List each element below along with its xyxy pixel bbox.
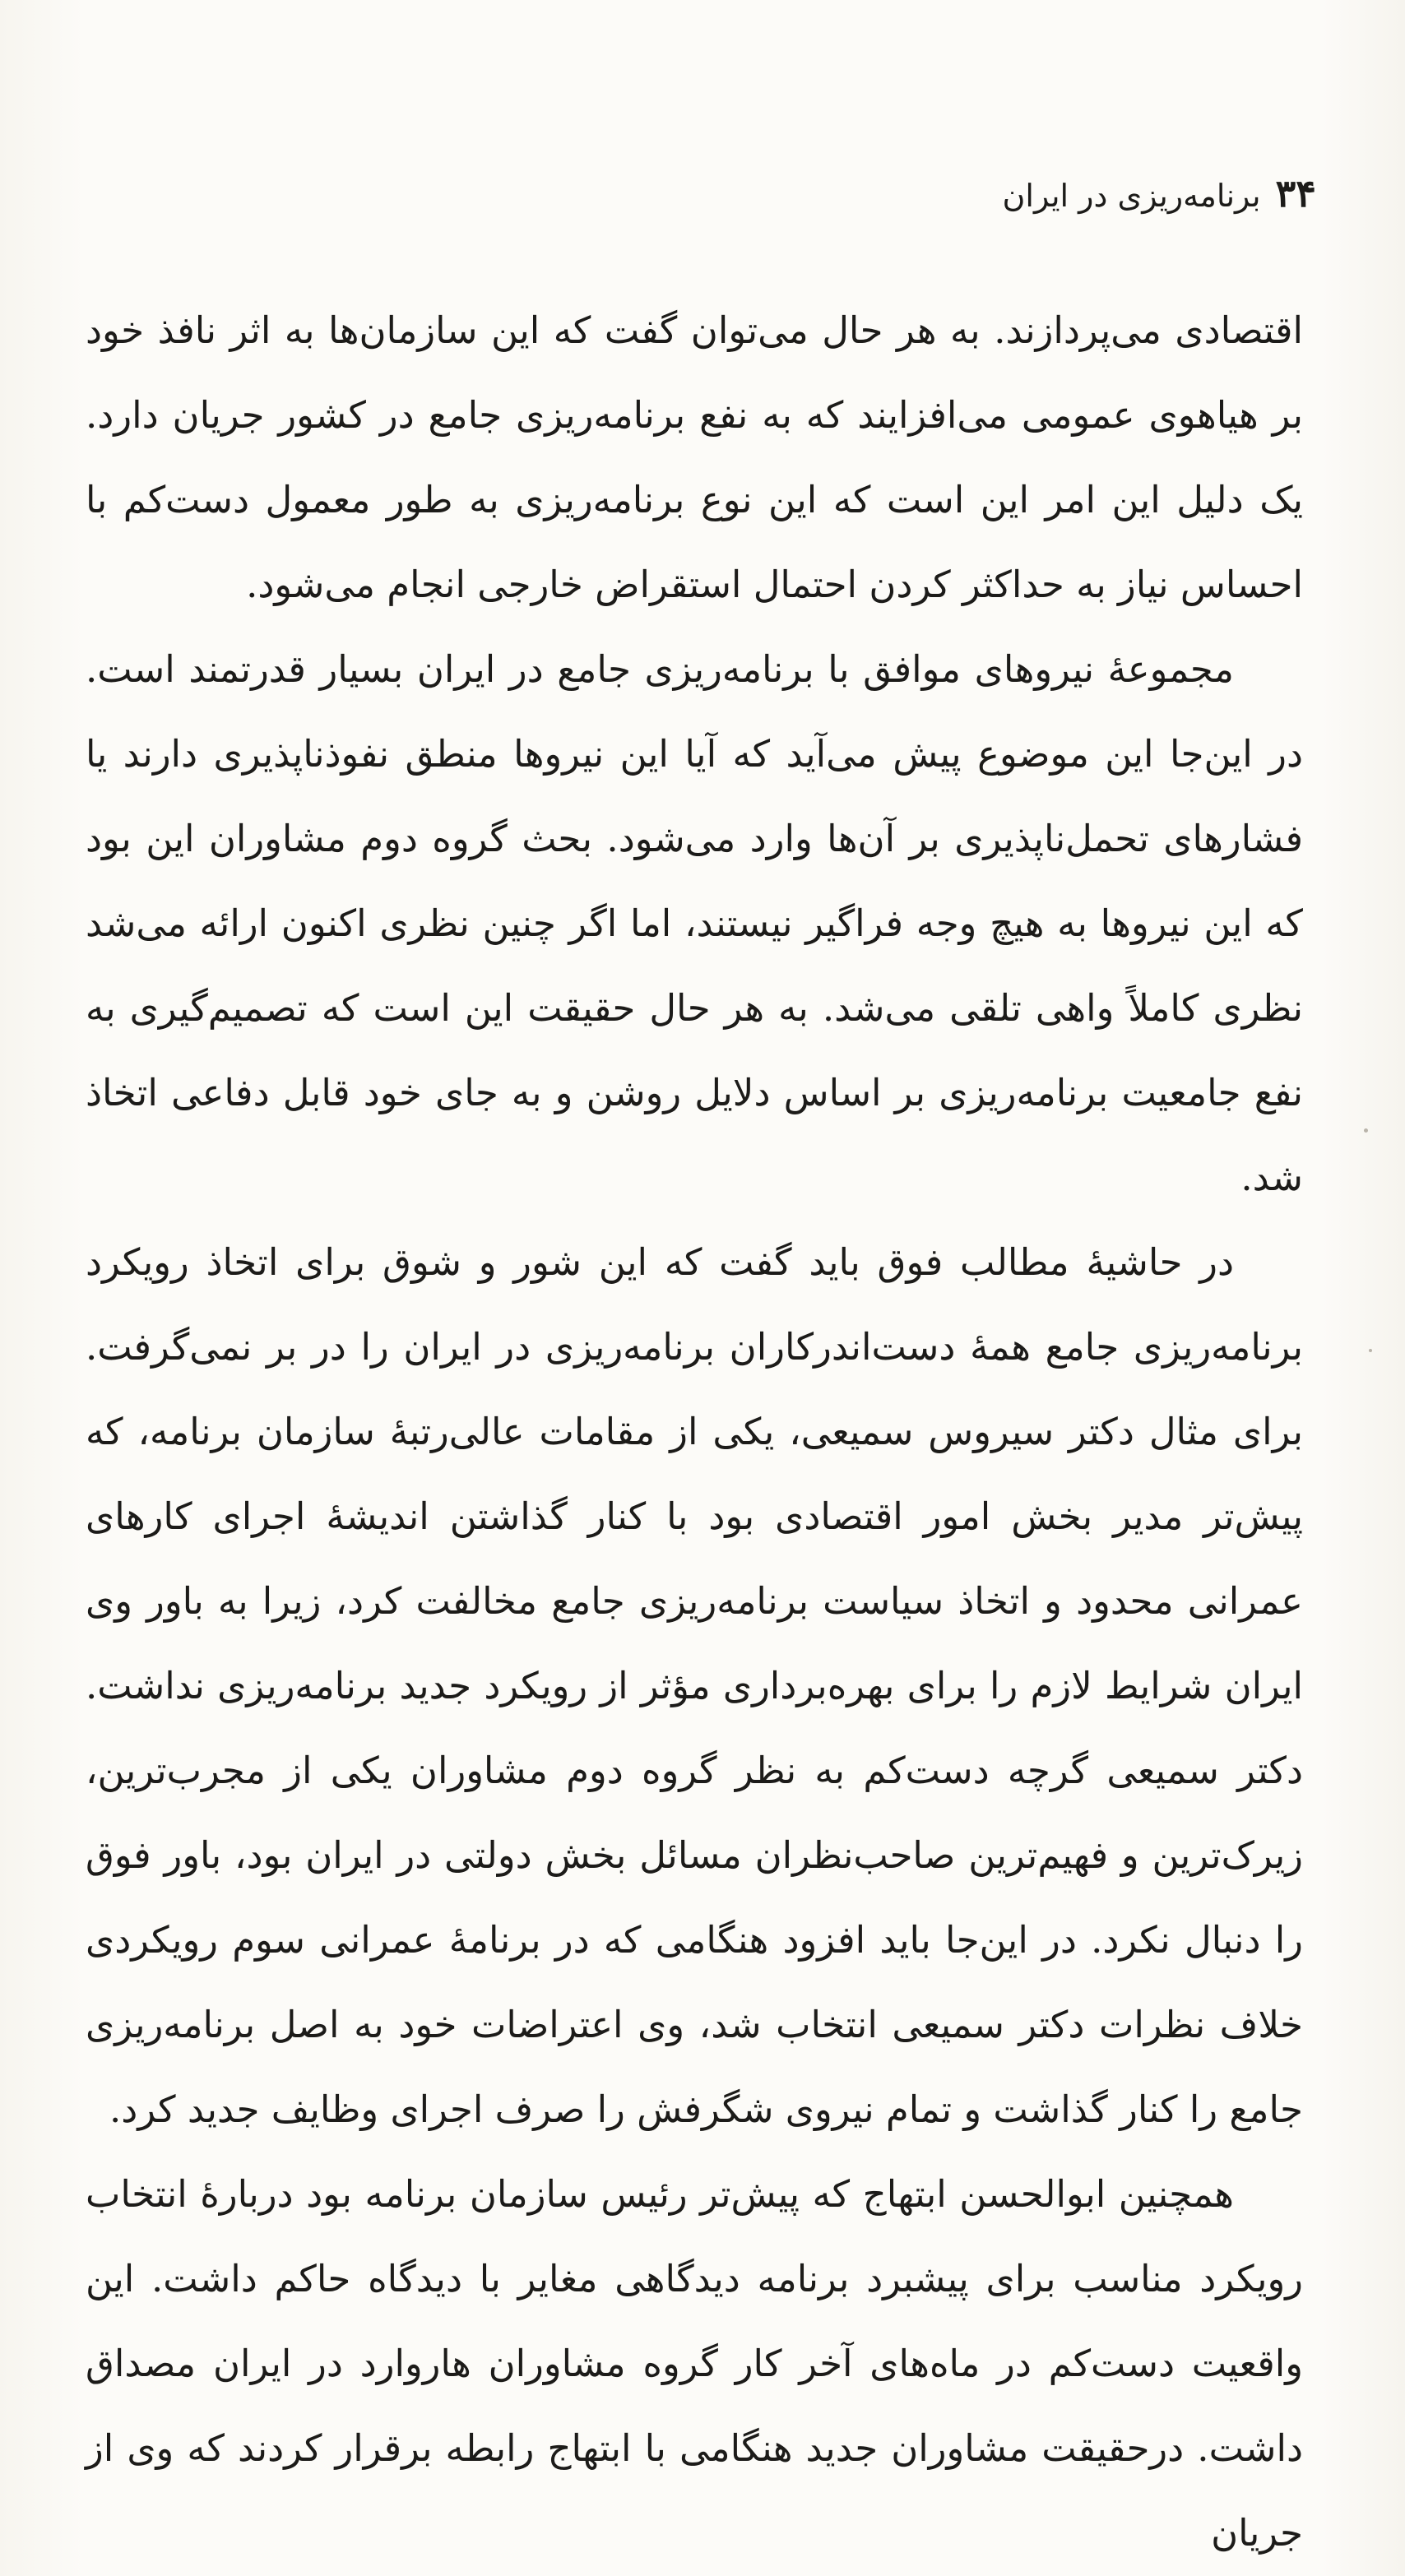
paragraph-1: اقتصادی می‌پردازند. به هر حال می‌توان گفت که این سازمان‌ها به اثر نافذ خود بر هیاهوی عمومی می‌افزایند که به نفع برنامه‌ریزی جامع در کشور جریان دارد. یک دلیل این امر این است که این نوع برنامه‌ریزی به طور معمول دست‌کم با احساس نیاز به حداکثر کردن احتمال استقراض خارجی انجام می‌شود. xyxy=(86,308,1303,606)
paragraph-3: در حاشیهٔ مطالب فوق باید گفت که این شور و شوق برای اتخاذ رویکرد برنامه‌ریزی جامع همهٔ دست‌اندرکاران برنامه‌ریزی در ایران را در بر نمی‌گرفت. برای مثال دکتر سیروس سمیعی، یکی از مقامات عالی‌رتبهٔ سازمان برنامه، که پیش‌تر مدیر بخش امور اقتصادی بود با کنار گذاشتن اندیشهٔ اجرای کارهای عمرانی محدود و اتخاذ سیاست برنامه‌ریزی جامع مخالفت کرد، زیرا به باور وی ایران شرایط لازم را برای بهره‌برداری مؤثر از رویکرد جدید برنامه‌ریزی نداشت. دکتر سمیعی گرچه دست‌کم به نظر گروه دوم مشاوران یکی از مجرب‌ترین، زیرک‌ترین و فهیم‌ترین صاحب‌نظران مسائل بخش دولتی در ایران بود، باور فوق را دنبال نکرد. در این‌جا باید افزود هنگامی که در برنامهٔ عمرانی سوم رویکردی خلاف نظرات دکتر سمیعی انتخاب شد، وی اعتراضات خود به اصل برنامه‌ریزی جامع را کنار گذاشت و تمام نیروی شگرفش را صرف اجرای وظایف جدید کرد. xyxy=(86,1240,1303,2131)
running-title: برنامه‌ریزی در ایران xyxy=(1002,178,1261,214)
page-number: ۳۴ xyxy=(1275,171,1316,215)
body-text xyxy=(86,288,1303,2575)
paragraph-4: همچنین ابوالحسن ابتهاج که پیش‌تر رئیس سازمان برنامه بود دربارهٔ انتخاب رویکرد مناسب برای پیشبرد برنامه دیدگاهی مغایر با دیدگاه حاکم داشت. این واقعیت دست‌کم در ماه‌های آخر کار گروه مشاوران هاروارد در ایران مصداق داشت. درحقیقت مشاوران جدید هنگامی با ابتهاج رابطه برقرار کردند که وی از جریان xyxy=(86,2172,1303,2555)
paper-speck xyxy=(1369,1349,1372,1352)
paper-speck xyxy=(1364,1128,1368,1133)
paragraph-2: مجموعهٔ نیروهای موافق با برنامه‌ریزی جامع در ایران بسیار قدرتمند است. در این‌جا این موضوع پیش می‌آید که آیا این نیروها منطق نفوذناپذیری دارند یا فشارهای تحمل‌ناپذیری بر آن‌ها وارد می‌شود. بحث گروه دوم مشاوران این بود که این نیروها به هیچ وجه فراگیر نیستند، اما اگر چنین نظری اکنون ارائه می‌شد نظری کاملاً واهی تلقی می‌شد. به هر حال حقیقت این است که تصمیم‌گیری به نفع جامعیت برنامه‌ریزی بر اساس دلایل روشن و به جای خود قابل دفاعی اتخاذ شد. xyxy=(86,647,1303,1199)
running-head xyxy=(1002,171,1316,215)
